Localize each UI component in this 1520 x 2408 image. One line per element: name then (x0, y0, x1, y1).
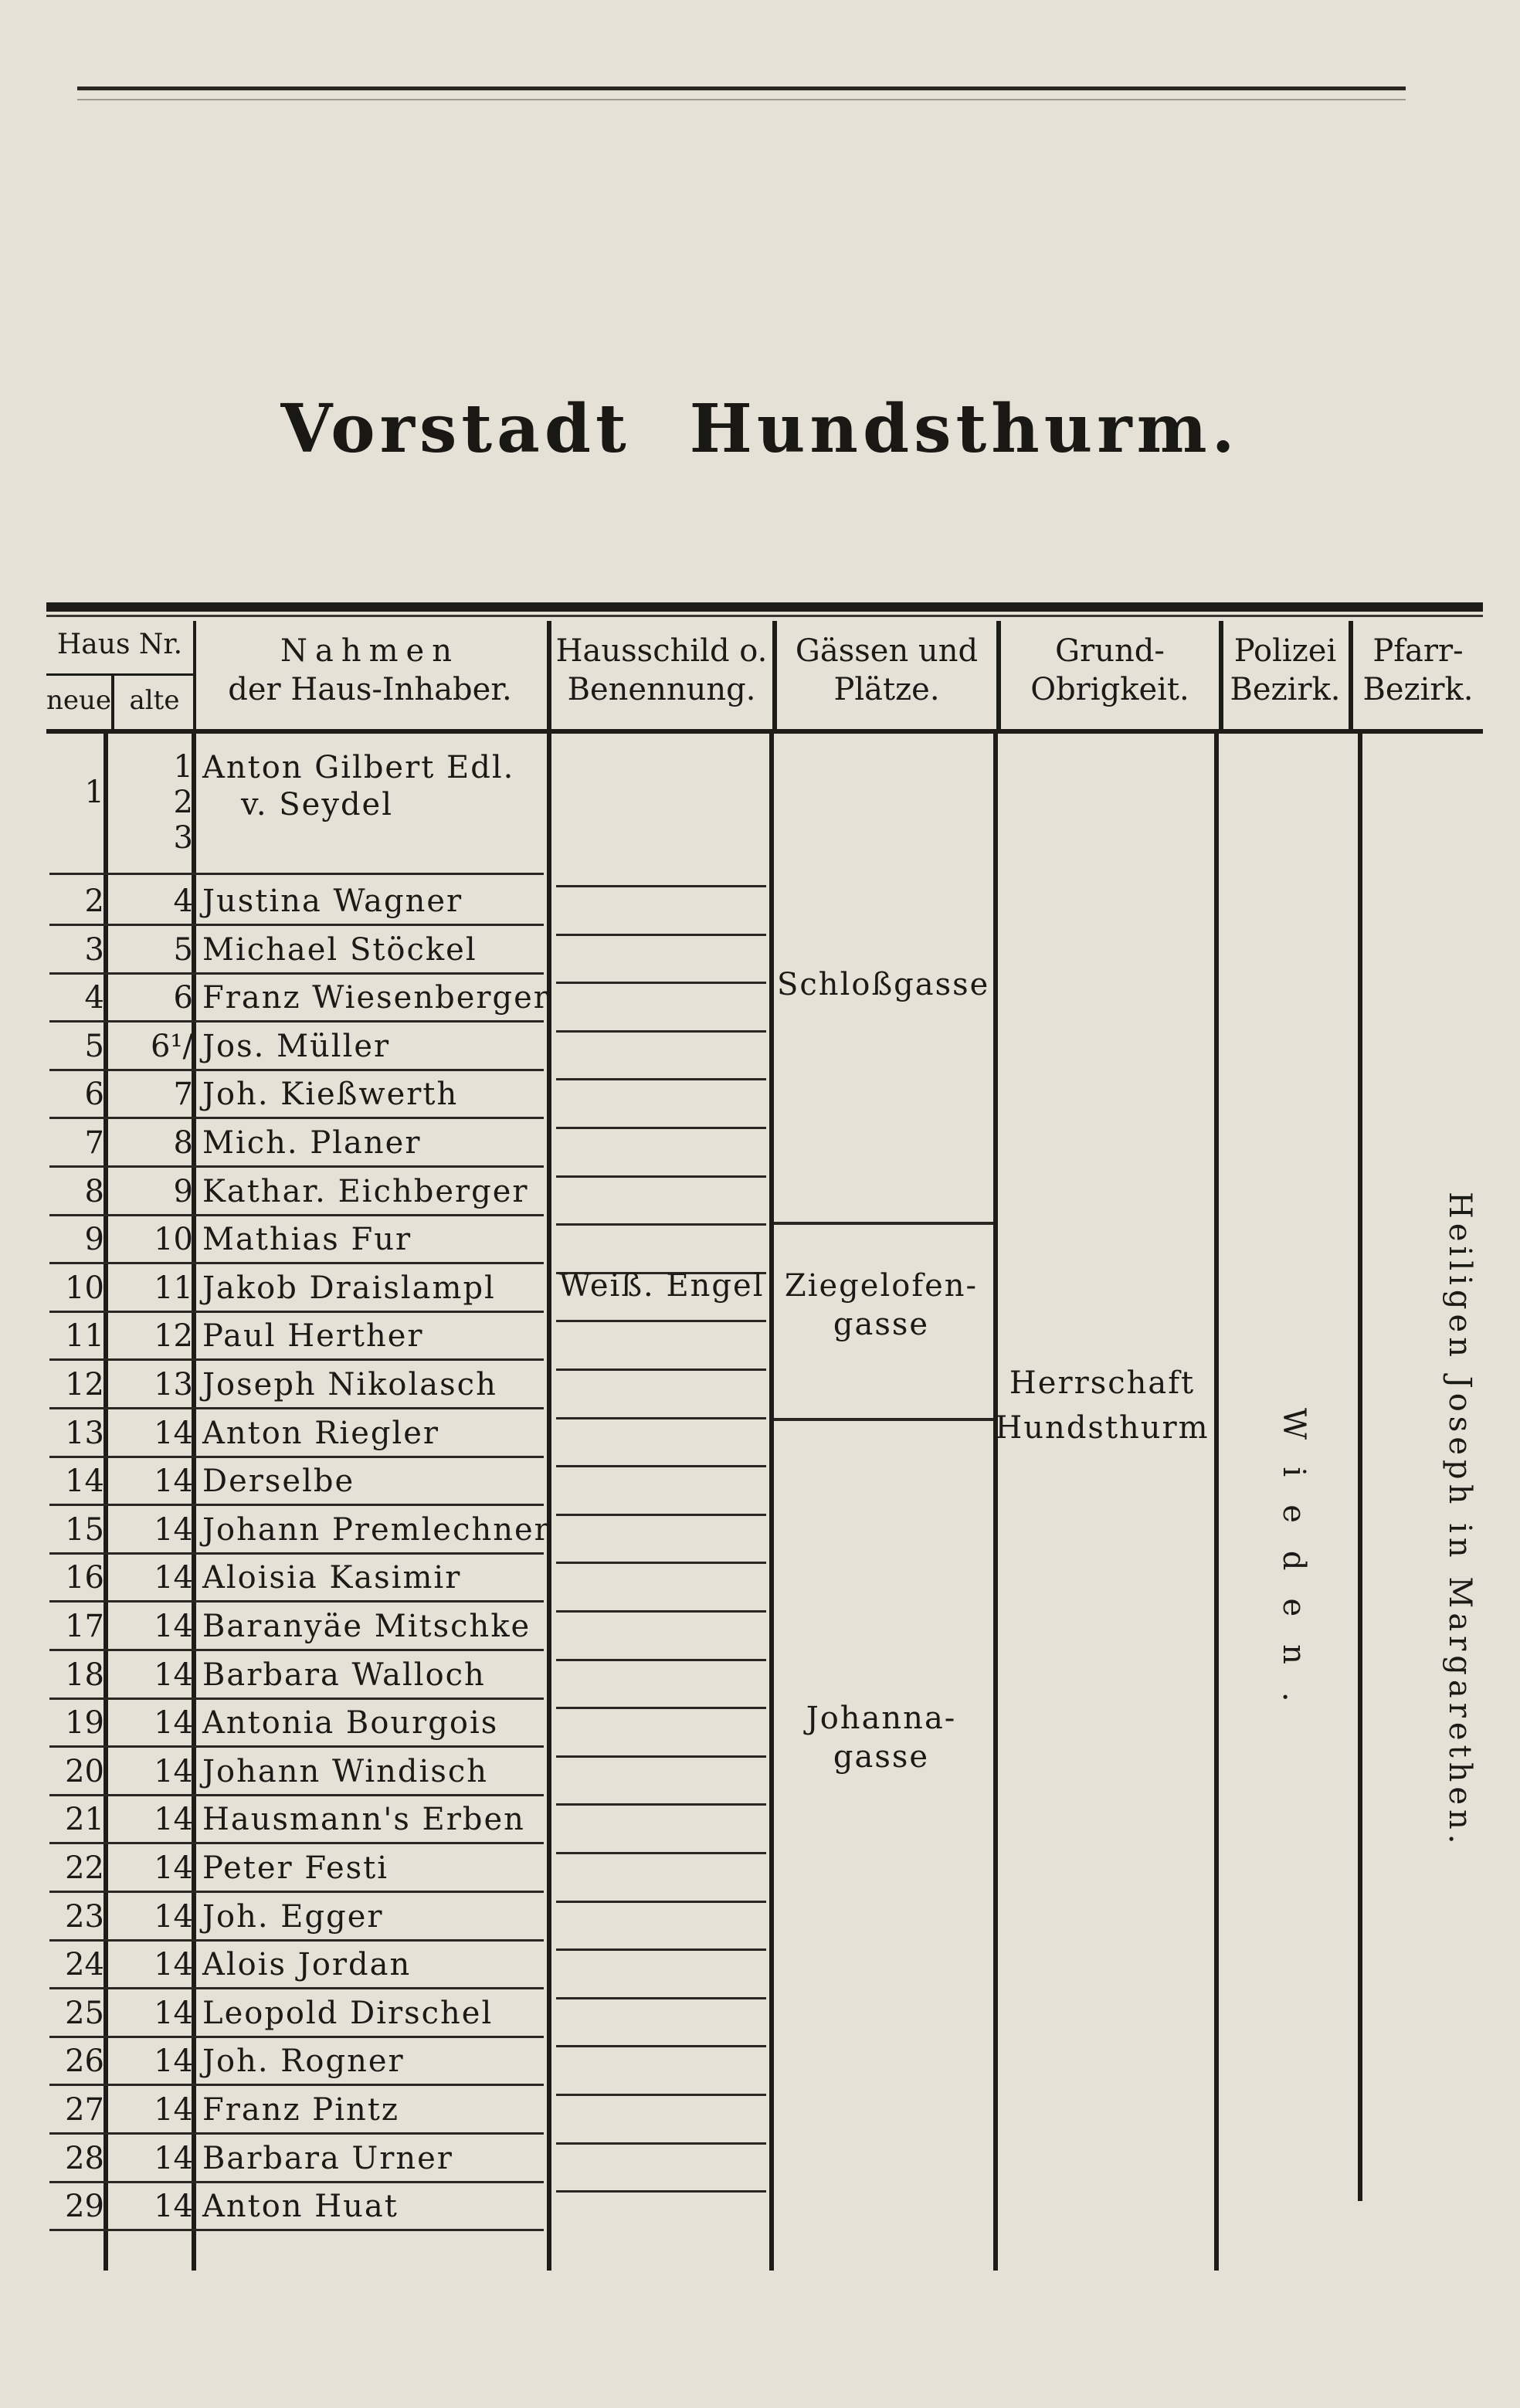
row-new-number: 29 (65, 2189, 104, 2224)
row-owner-name: Antonia Bourgois (202, 1705, 499, 1741)
gasse-johannagasse-line1: Johanna- (806, 1701, 957, 1736)
table-top-bar-thin (46, 615, 1483, 617)
header-nahmen-line1: Nahmen (280, 633, 460, 669)
table-row (46, 1989, 548, 2037)
row-new-number: 25 (65, 1996, 104, 2031)
hausschild-rule (556, 1562, 766, 1564)
hausschild-rule (556, 1707, 766, 1709)
page-title: Vorstadt Hundsthurm. (280, 390, 1240, 468)
hausschild-rule (556, 1030, 766, 1033)
row-new-number: 12 (65, 1367, 104, 1402)
row-old-number: 9 (173, 1174, 193, 1209)
row-new-number: 5 (84, 1029, 104, 1064)
row-owner-name: Joh. Rogner (202, 2043, 405, 2079)
header-alte (116, 675, 193, 729)
row-new-number: 15 (65, 1512, 104, 1548)
hausschild-rule (556, 1901, 766, 1903)
row-owner-name: Mathias Fur (202, 1222, 412, 1257)
row-old-number: 14 (154, 1802, 193, 1837)
row-old-number: 14 (154, 1850, 193, 1886)
header-pfarr-line2: Bezirk. (1362, 672, 1474, 707)
row-old-number: 7 (173, 1077, 193, 1112)
table-row (46, 2037, 548, 2085)
header-polizei (1223, 621, 1347, 729)
row-new-number: 26 (65, 2043, 104, 2079)
header-pfarr (1353, 621, 1483, 729)
row-old-number: 14 (154, 1705, 193, 1741)
hausschild-rule (556, 2094, 766, 2096)
hausschild-rule (556, 1659, 766, 1661)
hausschild-rule (556, 934, 766, 936)
row-owner-name: Kathar. Eichberger (202, 1174, 529, 1209)
row-rule (49, 2229, 544, 2231)
table-row (46, 1312, 548, 1360)
header-polizei-line1: Polizei (1233, 633, 1337, 669)
row-old-number: 6¹/ (151, 1029, 193, 1064)
row-owner-name: Paul Herther (202, 1318, 424, 1354)
hausschild-weiss-engel: Weiß. Engel (559, 1268, 765, 1304)
gasse-ziegelofengasse-line1: Ziegelofen- (784, 1268, 979, 1304)
row-owner-name: Franz Pintz (202, 2092, 399, 2128)
header-grund-line1: Grund- (1055, 633, 1165, 669)
row-new-number: 24 (65, 1947, 104, 1982)
hausschild-rule (556, 1127, 766, 1129)
hausschild-rule (556, 1755, 766, 1758)
table-row (46, 926, 548, 974)
row-new-number: 8 (84, 1174, 104, 1209)
header-hausschild (551, 621, 772, 729)
header-gassen-line2: Plätze. (833, 672, 940, 707)
table-body (46, 734, 1483, 2278)
table-row (46, 1893, 548, 1941)
row-owner-name: Mich. Planer (202, 1125, 422, 1161)
row-new-number: 22 (65, 1850, 104, 1886)
row-new-number: 14 (65, 1463, 104, 1499)
table-top-bar (46, 602, 1483, 612)
header-divider-neue-alte (111, 675, 114, 729)
row-old-number: 10 (154, 1222, 193, 1257)
header-nahmen-line2: der Haus-Inhaber. (228, 672, 512, 707)
row-old-number: 14 (154, 1512, 193, 1548)
row-old-number: 14 (154, 1609, 193, 1644)
row-old-number: 14 (154, 1899, 193, 1935)
row-old-number: 14 (154, 2189, 193, 2224)
row-new-number: 17 (65, 1609, 104, 1644)
table-row (46, 1070, 548, 1118)
hausschild-rule (556, 1417, 766, 1419)
col-line-hausschild (769, 734, 774, 2271)
table-row (46, 1941, 548, 1989)
hausschild-rule (556, 2142, 766, 2145)
row-owner-name: Michael Stöckel (202, 932, 477, 968)
hausschild-rule (556, 1852, 766, 1854)
table-row (46, 2135, 548, 2182)
hausschild-rule (556, 1175, 766, 1178)
hausschild-rule (556, 1223, 766, 1226)
table-row (46, 877, 548, 925)
row-old-number: 1 (173, 749, 193, 785)
row-old-number: 11 (154, 1270, 193, 1306)
row-old-number: 14 (154, 2141, 193, 2176)
hausschild-rule (556, 1368, 766, 1371)
row-new-number: 20 (65, 1754, 104, 1789)
table-row (46, 2182, 548, 2230)
row-owner-name: Joh. Kießwerth (202, 1077, 459, 1112)
header-haus-nr-label: Haus Nr. (56, 629, 183, 660)
gasse-johannagasse-line2: gasse (833, 1739, 930, 1775)
header-grund-line2: Obrigkeit. (1030, 672, 1189, 707)
row-owner-name: Peter Festi (202, 1850, 389, 1886)
page-top-rule-thin (77, 99, 1406, 100)
hausschild-rule (556, 885, 766, 887)
row-owner-name: Johann Premlechner (202, 1512, 551, 1548)
row-owner-name: Justina Wagner (202, 883, 463, 919)
col-line-gassen (993, 734, 998, 2271)
table-row (46, 1361, 548, 1409)
row-new-number: 10 (65, 1270, 104, 1306)
row-old-number: 14 (154, 1560, 193, 1596)
table-header (46, 621, 1483, 734)
row-new-number: 11 (65, 1318, 104, 1354)
row-new-number: 7 (84, 1125, 104, 1161)
row-old-number: 6 (173, 980, 193, 1016)
header-hausschild-line2: Benennung. (567, 672, 756, 707)
row-new-number: 18 (65, 1657, 104, 1693)
table-row (46, 1216, 548, 1263)
hausschild-rule (556, 1948, 766, 1951)
hausschild-rule (556, 2045, 766, 2047)
hausschild-rule (556, 1610, 766, 1613)
pfarr-bezirk: Heiligen Joseph in Margarethen. (1442, 1192, 1478, 1849)
row-owner-name: Joseph Nikolasch (202, 1367, 497, 1402)
hausschild-rule (556, 1997, 766, 1999)
row-new-number: 21 (65, 1802, 104, 1837)
row-old-number: 3 (173, 820, 193, 856)
gasse-johannagasse (777, 1699, 986, 1776)
header-neue (46, 675, 111, 729)
row-owner-name: Jakob Draislampl (202, 1270, 496, 1306)
header-pfarr-line1: Pfarr- (1372, 633, 1464, 669)
row-old-number: 14 (154, 1463, 193, 1499)
table-row (46, 1699, 548, 1747)
table-row (46, 1554, 548, 1602)
table-row (46, 2086, 548, 2134)
header-gassen-line1: Gässen und (795, 633, 979, 669)
row-owner-name: Alois Jordan (202, 1947, 412, 1982)
row-new-number: 27 (65, 2092, 104, 2128)
grund-obrigkeit (990, 1361, 1214, 1450)
row-owner-name: Derselbe (202, 1463, 355, 1499)
row-new-number: 9 (84, 1222, 104, 1257)
table-row (46, 1409, 548, 1457)
row-old-number: 8 (173, 1125, 193, 1161)
header-nahmen (196, 621, 544, 729)
hausschild-rule (556, 982, 766, 984)
row-old-number: 2 (173, 785, 193, 820)
row-owner-name: Barbara Urner (202, 2141, 453, 2176)
grund-obrigkeit-line1: Herrschaft (1009, 1365, 1196, 1401)
table-row (46, 1168, 548, 1216)
row-new-number: 2 (84, 883, 104, 919)
table-row (46, 1264, 548, 1312)
hausschild-rule (556, 1514, 766, 1516)
hausschild-rule (556, 1465, 766, 1467)
table-row (46, 1023, 548, 1070)
row-owner-name: Anton Huat (202, 2189, 399, 2224)
table-row (46, 1796, 548, 1843)
row-new-number: 3 (84, 932, 104, 968)
hausschild-rule (556, 2190, 766, 2193)
hausschild-rule (556, 1320, 766, 1322)
grund-obrigkeit-line2: Hundsthurm (995, 1410, 1210, 1446)
polizei-bezirk: Wieden. (1276, 1408, 1311, 1730)
row-old-number: 14 (154, 2092, 193, 2128)
table-row (46, 1603, 548, 1650)
table-row (46, 1748, 548, 1796)
row-old-number: 14 (154, 2043, 193, 2079)
row-rule (49, 873, 544, 875)
row-old-number: 5 (173, 932, 193, 968)
row-owner-name: Leopold Dirschel (202, 1996, 494, 2031)
row-owner-name: Hausmann's Erben (202, 1802, 525, 1837)
row-new-number: 16 (65, 1560, 104, 1596)
gasse-schlossgasse: Schloßgasse (777, 967, 990, 1002)
header-alte-label: alte (129, 685, 180, 716)
col-line-polizei (1358, 734, 1362, 2201)
hausschild-rule (556, 1078, 766, 1080)
header-neue-label: neue (46, 685, 112, 716)
row-owner-name: Aloisia Kasimir (202, 1560, 462, 1596)
row-new-number: 19 (65, 1705, 104, 1741)
header-grund (1001, 621, 1219, 729)
hausschild-rule (556, 1803, 766, 1806)
row-old-number: 14 (154, 1996, 193, 2031)
table-row (46, 1506, 551, 1554)
table-row (46, 1651, 548, 1699)
row-old-number: 14 (154, 1947, 193, 1982)
row-owner-name: Joh. Egger (202, 1899, 384, 1935)
row-owner-name: Johann Windisch (202, 1754, 489, 1789)
row-owner-name: Baranyäe Mitschke (202, 1609, 531, 1644)
gasse-ziegelofengasse-line2: gasse (833, 1307, 930, 1342)
header-polizei-line2: Bezirk. (1230, 672, 1341, 707)
row-old-number: 13 (154, 1367, 193, 1402)
row-owner-name: Franz Wiesenberger (202, 980, 550, 1016)
row-owner-name-cont: v. Seydel (241, 787, 394, 822)
header-hausschild-line1: Hausschild o. (555, 633, 768, 669)
table-row (46, 1457, 548, 1505)
row-new-number: 28 (65, 2141, 104, 2176)
row-owner-name: Barbara Walloch (202, 1657, 486, 1693)
gasse-divider-2 (774, 1418, 993, 1421)
header-gassen (777, 621, 996, 729)
page-top-rule (77, 86, 1406, 90)
row-new-number: 13 (65, 1416, 104, 1451)
col-line-grund (1214, 734, 1219, 2271)
row-old-number: 4 (173, 883, 193, 919)
row-new-number: 1 (84, 775, 104, 810)
row-owner-name: Jos. Müller (202, 1029, 391, 1064)
row-owner-name: Anton Riegler (202, 1416, 440, 1451)
row-new-number: 23 (65, 1899, 104, 1935)
gasse-divider-1 (774, 1222, 993, 1225)
table-row (46, 734, 548, 856)
row-old-number: 14 (154, 1754, 193, 1789)
table-row (46, 1844, 548, 1892)
row-old-number: 12 (154, 1318, 193, 1354)
table-row (46, 1119, 548, 1167)
table-row (46, 974, 548, 1022)
gasse-ziegelofengasse (777, 1267, 986, 1344)
row-new-number: 4 (84, 980, 104, 1016)
row-owner-name: Anton Gilbert Edl. (202, 750, 515, 785)
row-old-number: 14 (154, 1416, 193, 1451)
row-new-number: 6 (84, 1077, 104, 1112)
row-old-number: 14 (154, 1657, 193, 1693)
